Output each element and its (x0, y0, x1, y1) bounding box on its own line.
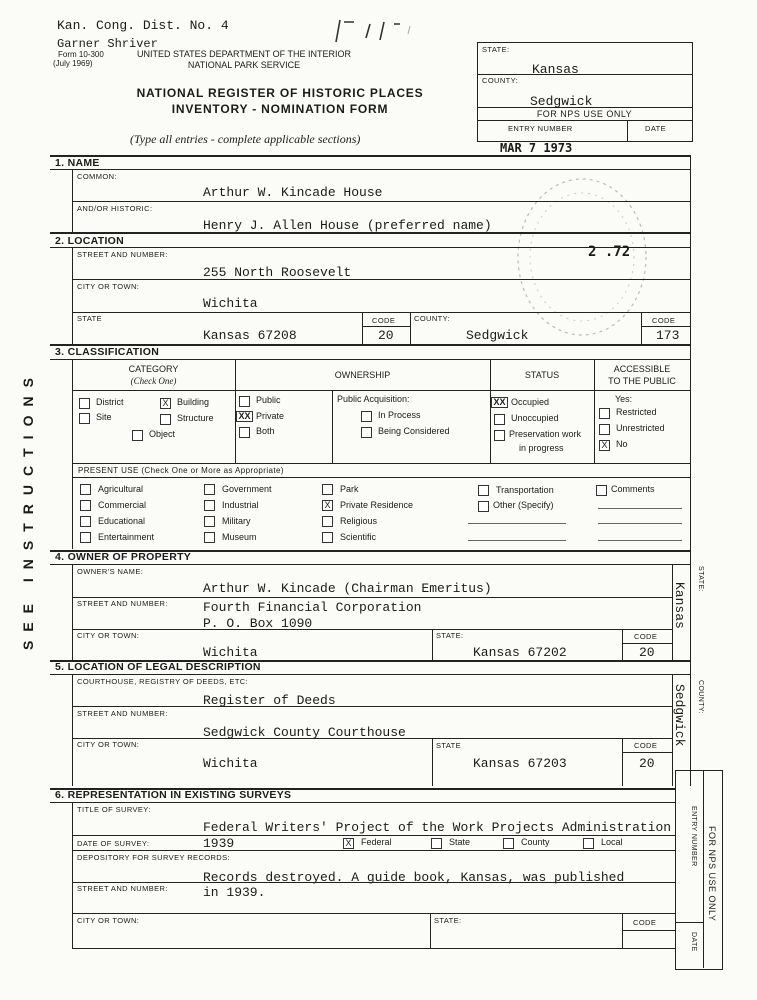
survey-street-label: STREET AND NUMBER: (77, 884, 168, 893)
object-option: Object (149, 429, 176, 439)
no-option: No (616, 439, 628, 449)
owner-street-label: STREET AND NUMBER: (77, 599, 168, 608)
government-checkbox[interactable] (204, 484, 215, 495)
state-code: 20 (378, 328, 394, 343)
common-label: COMMON: (77, 172, 117, 181)
survey-state-label: STATE: (434, 916, 462, 925)
entry-number-label: ENTRY NUMBER (508, 124, 573, 133)
occupied-checkbox[interactable]: XX (491, 397, 508, 408)
legal-city: Wichita (203, 756, 258, 771)
side-county-label: COUNTY: (697, 680, 704, 714)
yes-label: Yes: (615, 394, 633, 404)
nps-county-value: Sedgwick (530, 94, 593, 109)
district-note: Kan. Cong. Dist. No. 4 (57, 18, 229, 33)
unrestricted-option: Unrestricted (616, 423, 665, 433)
legal-code: 20 (639, 756, 655, 771)
status-label: STATUS (524, 370, 560, 380)
unoccupied-checkbox[interactable] (494, 414, 505, 425)
survey-entry-label: ENTRY NUMBER (690, 806, 697, 867)
historic-name: Henry J. Allen House (preferred name) (203, 218, 492, 233)
object-checkbox[interactable] (132, 430, 143, 441)
park-option: Park (340, 484, 359, 494)
county-code: 173 (656, 328, 680, 343)
educational-checkbox[interactable] (80, 516, 91, 527)
survey-title: Federal Writers' Project of the Work Projects Administration (203, 820, 672, 835)
owner-label: OWNER'S NAME: (77, 567, 144, 576)
owner-code: 20 (639, 645, 655, 660)
public-acquisition-label: Public Acquisition: (337, 394, 410, 404)
local-survey-checkbox[interactable] (583, 838, 594, 849)
owner-city: Wichita (203, 645, 258, 660)
survey-city-label: CITY OR TOWN: (77, 916, 140, 925)
industrial-option: Industrial (222, 500, 259, 510)
building-option: Building (177, 397, 210, 407)
county-code-label: CODE (652, 316, 676, 325)
transportation-checkbox[interactable] (478, 485, 489, 496)
private-residence-option: Private Residence (340, 500, 414, 510)
preservation-option-2: in progress (519, 443, 564, 453)
occupied-option: Occupied (511, 397, 550, 407)
other-option: Other (Specify) (493, 500, 554, 510)
depository-label: DEPOSITORY FOR SURVEY RECORDS: (77, 853, 231, 862)
federal-checkbox[interactable]: X (343, 838, 354, 849)
structure-option: Structure (177, 413, 214, 423)
structure-checkbox[interactable] (160, 414, 171, 425)
survey-code-label: CODE (633, 918, 657, 927)
survey-date-field-label: DATE OF SURVEY: (77, 839, 150, 848)
comments-option: Comments (611, 484, 655, 494)
state-survey-option: State (449, 837, 471, 847)
present-use-label: PRESENT USE (Check One or More as Appropriate) (78, 466, 284, 475)
location-city: Wichita (203, 296, 258, 311)
location-county: Sedgwick (466, 328, 529, 343)
site-checkbox[interactable] (79, 413, 90, 424)
military-option: Military (222, 516, 251, 526)
museum-checkbox[interactable] (204, 532, 215, 543)
county-label: COUNTY: (414, 314, 451, 323)
survey-date: 1939 (203, 836, 235, 851)
department: UNITED STATES DEPARTMENT OF THE INTERIOR (136, 49, 352, 59)
owner-code-label: CODE (634, 632, 658, 641)
museum-option: Museum (222, 532, 257, 542)
form-date: (July 1969) (53, 59, 93, 68)
scientific-checkbox[interactable] (322, 532, 333, 543)
public-option: Public (256, 395, 281, 405)
form-title-2: INVENTORY - NOMINATION FORM (171, 102, 389, 116)
survey-for-nps: FOR NPS USE ONLY (707, 826, 717, 922)
courthouse-label: COURTHOUSE, REGISTRY OF DEEDS, ETC: (77, 677, 249, 686)
entry-date-stamp: MAR 7 1973 (500, 141, 573, 155)
courthouse-value: Register of Deeds (203, 693, 336, 708)
section-4-heading: 4. OWNER OF PROPERTY (55, 551, 192, 563)
owner-state: Kansas 67202 (473, 645, 567, 660)
city-label: CITY OR TOWN: (77, 282, 140, 291)
park-checkbox[interactable] (322, 484, 333, 495)
representative-note: Garner Shriver (57, 37, 158, 51)
commercial-option: Commercial (98, 500, 147, 510)
commercial-checkbox[interactable] (80, 500, 91, 511)
federal-option: Federal (361, 837, 392, 847)
legal-state-label: STATE (436, 741, 462, 750)
depository-line-2: in 1939. (203, 885, 266, 900)
common-name: Arthur W. Kincade House (203, 185, 383, 200)
instructions: (Type all entries - complete applicable sections) (130, 132, 361, 146)
street-label: STREET AND NUMBER: (77, 250, 168, 259)
category-label: CATEGORY (128, 364, 179, 374)
entertainment-checkbox[interactable] (80, 532, 91, 543)
state-label: STATE (77, 314, 103, 323)
in-process-checkbox[interactable] (361, 411, 372, 422)
both-option: Both (256, 426, 275, 436)
accessible-label: ACCESSIBLE (613, 364, 671, 374)
entertainment-option: Entertainment (98, 532, 155, 542)
owner-name: Arthur W. Kincade (Chairman Emeritus) (203, 581, 492, 596)
owner-street-1: Fourth Financial Corporation (203, 600, 422, 615)
transportation-option: Transportation (496, 485, 554, 495)
legal-state: Kansas 67203 (473, 756, 567, 771)
legal-code-label: CODE (634, 741, 658, 750)
public-checkbox[interactable] (239, 396, 250, 407)
educational-option: Educational (98, 516, 146, 526)
side-state-value: Kansas (672, 582, 687, 629)
ownership-label: OWNERSHIP (334, 370, 391, 380)
private-residence-checkbox[interactable]: X (322, 500, 333, 511)
county-survey-checkbox[interactable] (503, 838, 514, 849)
district-option: District (96, 397, 124, 407)
in-process-option: In Process (378, 410, 421, 420)
legal-city-label: CITY OR TOWN: (77, 740, 140, 749)
survey-title-label: TITLE OF SURVEY: (77, 805, 151, 814)
being-considered-option: Being Considered (378, 426, 450, 436)
agricultural-option: Agricultural (98, 484, 144, 494)
owner-state-label: STATE: (436, 631, 464, 640)
form-title-1: NATIONAL REGISTER OF HISTORIC PLACES (136, 86, 424, 100)
private-option: Private (256, 411, 285, 421)
local-survey-option: Local (601, 837, 623, 847)
side-county-value: Sedgwick (672, 684, 687, 747)
receipt-stamp (512, 172, 652, 342)
historic-label: AND/OR HISTORIC: (77, 204, 153, 213)
other-checkbox[interactable] (478, 501, 489, 512)
section-6-heading: 6. REPRESENTATION IN EXISTING SURVEYS (55, 789, 292, 801)
section-3-heading: 3. CLASSIFICATION (55, 346, 160, 358)
building-checkbox[interactable]: X (160, 398, 171, 409)
legal-street-label: STREET AND NUMBER: (77, 709, 168, 718)
comments-checkbox[interactable] (596, 485, 607, 496)
private-checkbox[interactable]: XX (236, 411, 253, 422)
date-label: DATE (645, 124, 667, 133)
side-state-label: STATE: (697, 566, 704, 592)
preservation-option: Preservation work (509, 429, 582, 439)
restricted-option: Restricted (616, 407, 657, 417)
category-sub: (Check One) (130, 376, 177, 386)
service: NATIONAL PARK SERVICE (187, 60, 301, 70)
scientific-option: Scientific (340, 532, 377, 542)
location-street: 255 North Roosevelt (203, 265, 352, 280)
preservation-checkbox[interactable] (494, 430, 505, 441)
site-option: Site (96, 412, 112, 422)
government-option: Government (222, 484, 272, 494)
no-checkbox[interactable]: X (599, 440, 610, 451)
industrial-checkbox[interactable] (204, 500, 215, 511)
religious-option: Religious (340, 516, 378, 526)
religious-checkbox[interactable] (322, 516, 333, 527)
military-checkbox[interactable] (204, 516, 215, 527)
state-code-label: CODE (372, 316, 396, 325)
state-survey-checkbox[interactable] (431, 838, 442, 849)
location-state: Kansas 67208 (203, 328, 297, 343)
form-number: Form 10-300 (58, 50, 104, 59)
district-checkbox[interactable] (79, 398, 90, 409)
restricted-checkbox[interactable] (599, 408, 610, 419)
stamp-number: 2 .72 (588, 244, 631, 260)
being-considered-checkbox[interactable] (361, 427, 372, 438)
nps-state-value: Kansas (532, 62, 579, 77)
depository-line-1: Records destroyed. A guide book, Kansas, was published (203, 870, 625, 885)
survey-date-label: DATE (690, 932, 697, 952)
unrestricted-checkbox[interactable] (599, 424, 610, 435)
owner-street-2: P. O. Box 1090 (203, 616, 313, 631)
legal-street: Sedgwick County Courthouse (203, 725, 406, 740)
handwritten-mark (330, 14, 440, 44)
section-1-heading: 1. NAME (55, 157, 100, 169)
section-5-heading: 5. LOCATION OF LEGAL DESCRIPTION (55, 661, 261, 673)
nps-county-label: COUNTY: (482, 76, 519, 85)
unoccupied-option: Unoccupied (511, 413, 559, 423)
owner-city-label: CITY OR TOWN: (77, 631, 140, 640)
accessible-label-2: TO THE PUBLIC (608, 376, 676, 386)
both-checkbox[interactable] (239, 427, 250, 438)
agricultural-checkbox[interactable] (80, 484, 91, 495)
side-instructions: SEE INSTRUCTIONS (20, 369, 36, 650)
nps-state-label: STATE: (482, 45, 510, 54)
county-survey-option: County (521, 837, 550, 847)
section-2-heading: 2. LOCATION (55, 235, 125, 247)
for-nps-use-only: FOR NPS USE ONLY (536, 109, 633, 119)
